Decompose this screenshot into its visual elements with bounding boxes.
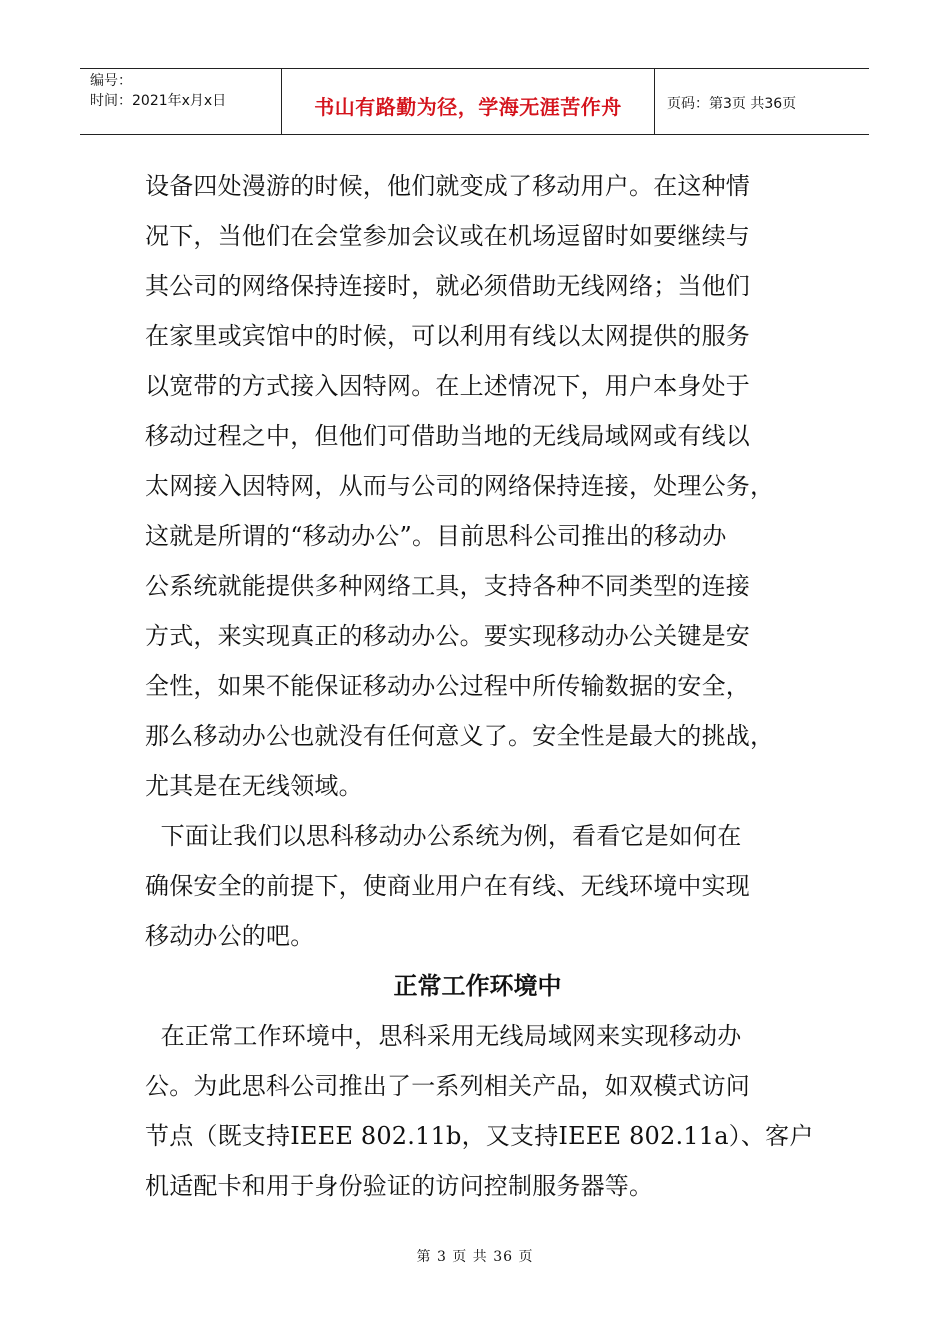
header-meta-cell: [80, 69, 282, 134]
text-line: 公系统就能提供多种网络工具，支持各种不同类型的连接: [145, 572, 750, 600]
text-line: 设备四处漫游的时候，他们就变成了移动用户。在这种情: [145, 172, 750, 200]
text-line: 全性，如果不能保证移动办公过程中所传输数据的安全，: [145, 672, 750, 700]
header-motto-cell: [282, 69, 655, 134]
header-motto: 书山有路勤为径，学海无涯苦作舟: [314, 95, 622, 119]
section-heading: 正常工作环境中: [393, 972, 562, 1000]
paragraph-2: [145, 811, 810, 961]
text-line: 机适配卡和用于身份验证的访问控制服务器等。: [145, 1172, 654, 1200]
page-header: [80, 68, 869, 135]
text-line: 在正常工作环境中，思科采用无线局域网来实现移动办: [145, 1022, 742, 1050]
text-line: 方式，来实现真正的移动办公。要实现移动办公关键是安: [145, 622, 750, 650]
text-line: 在家里或宾馆中的时候，可以利用有线以太网提供的服务: [145, 322, 750, 350]
text-line: 其公司的网络保持连接时，就必须借助无线网络；当他们: [145, 272, 750, 300]
text-line: 下面让我们以思科移动办公系统为例，看看它是如何在: [145, 822, 742, 850]
page-footer: 第 3 页 共 36 页: [416, 1249, 534, 1265]
text-line: 这就是所谓的“移动办公”。目前思科公司推出的移动办: [145, 522, 727, 550]
text-line: 确保安全的前提下，使商业用户在有线、无线环境中实现: [145, 872, 750, 900]
text-line: 太网接入因特网，从而与公司的网络保持连接，处理公务，: [145, 472, 775, 500]
text-line: 移动办公的吧。: [145, 922, 315, 950]
text-line: 况下，当他们在会堂参加会议或在机场逗留时如要继续与: [145, 222, 750, 250]
document-time-label: 时间：2021年x月x日: [90, 93, 227, 109]
text-line: 那么移动办公也就没有任何意义了。安全性是最大的挑战，: [145, 722, 775, 750]
document-number-label: 编号：: [90, 73, 132, 89]
paragraph-3: [145, 1011, 814, 1211]
text-line: 公。为此思科公司推出了一系列相关产品，如双模式访问: [145, 1072, 750, 1100]
header-page-info: 页码：第3页 共36页: [667, 95, 797, 112]
text-line: 移动过程之中，但他们可借助当地的无线局域网或有线以: [145, 422, 750, 450]
text-line: 节点（既支持IEEE 802.11b，又支持IEEE 802.11a）、客户: [145, 1122, 814, 1150]
text-line: 尤其是在无线领域。: [145, 772, 363, 800]
paragraph-1: [145, 161, 810, 811]
text-line: 以宽带的方式接入因特网。在上述情况下，用户本身处于: [145, 372, 750, 400]
document-body: [145, 161, 814, 1211]
header-page-cell: [655, 69, 869, 134]
